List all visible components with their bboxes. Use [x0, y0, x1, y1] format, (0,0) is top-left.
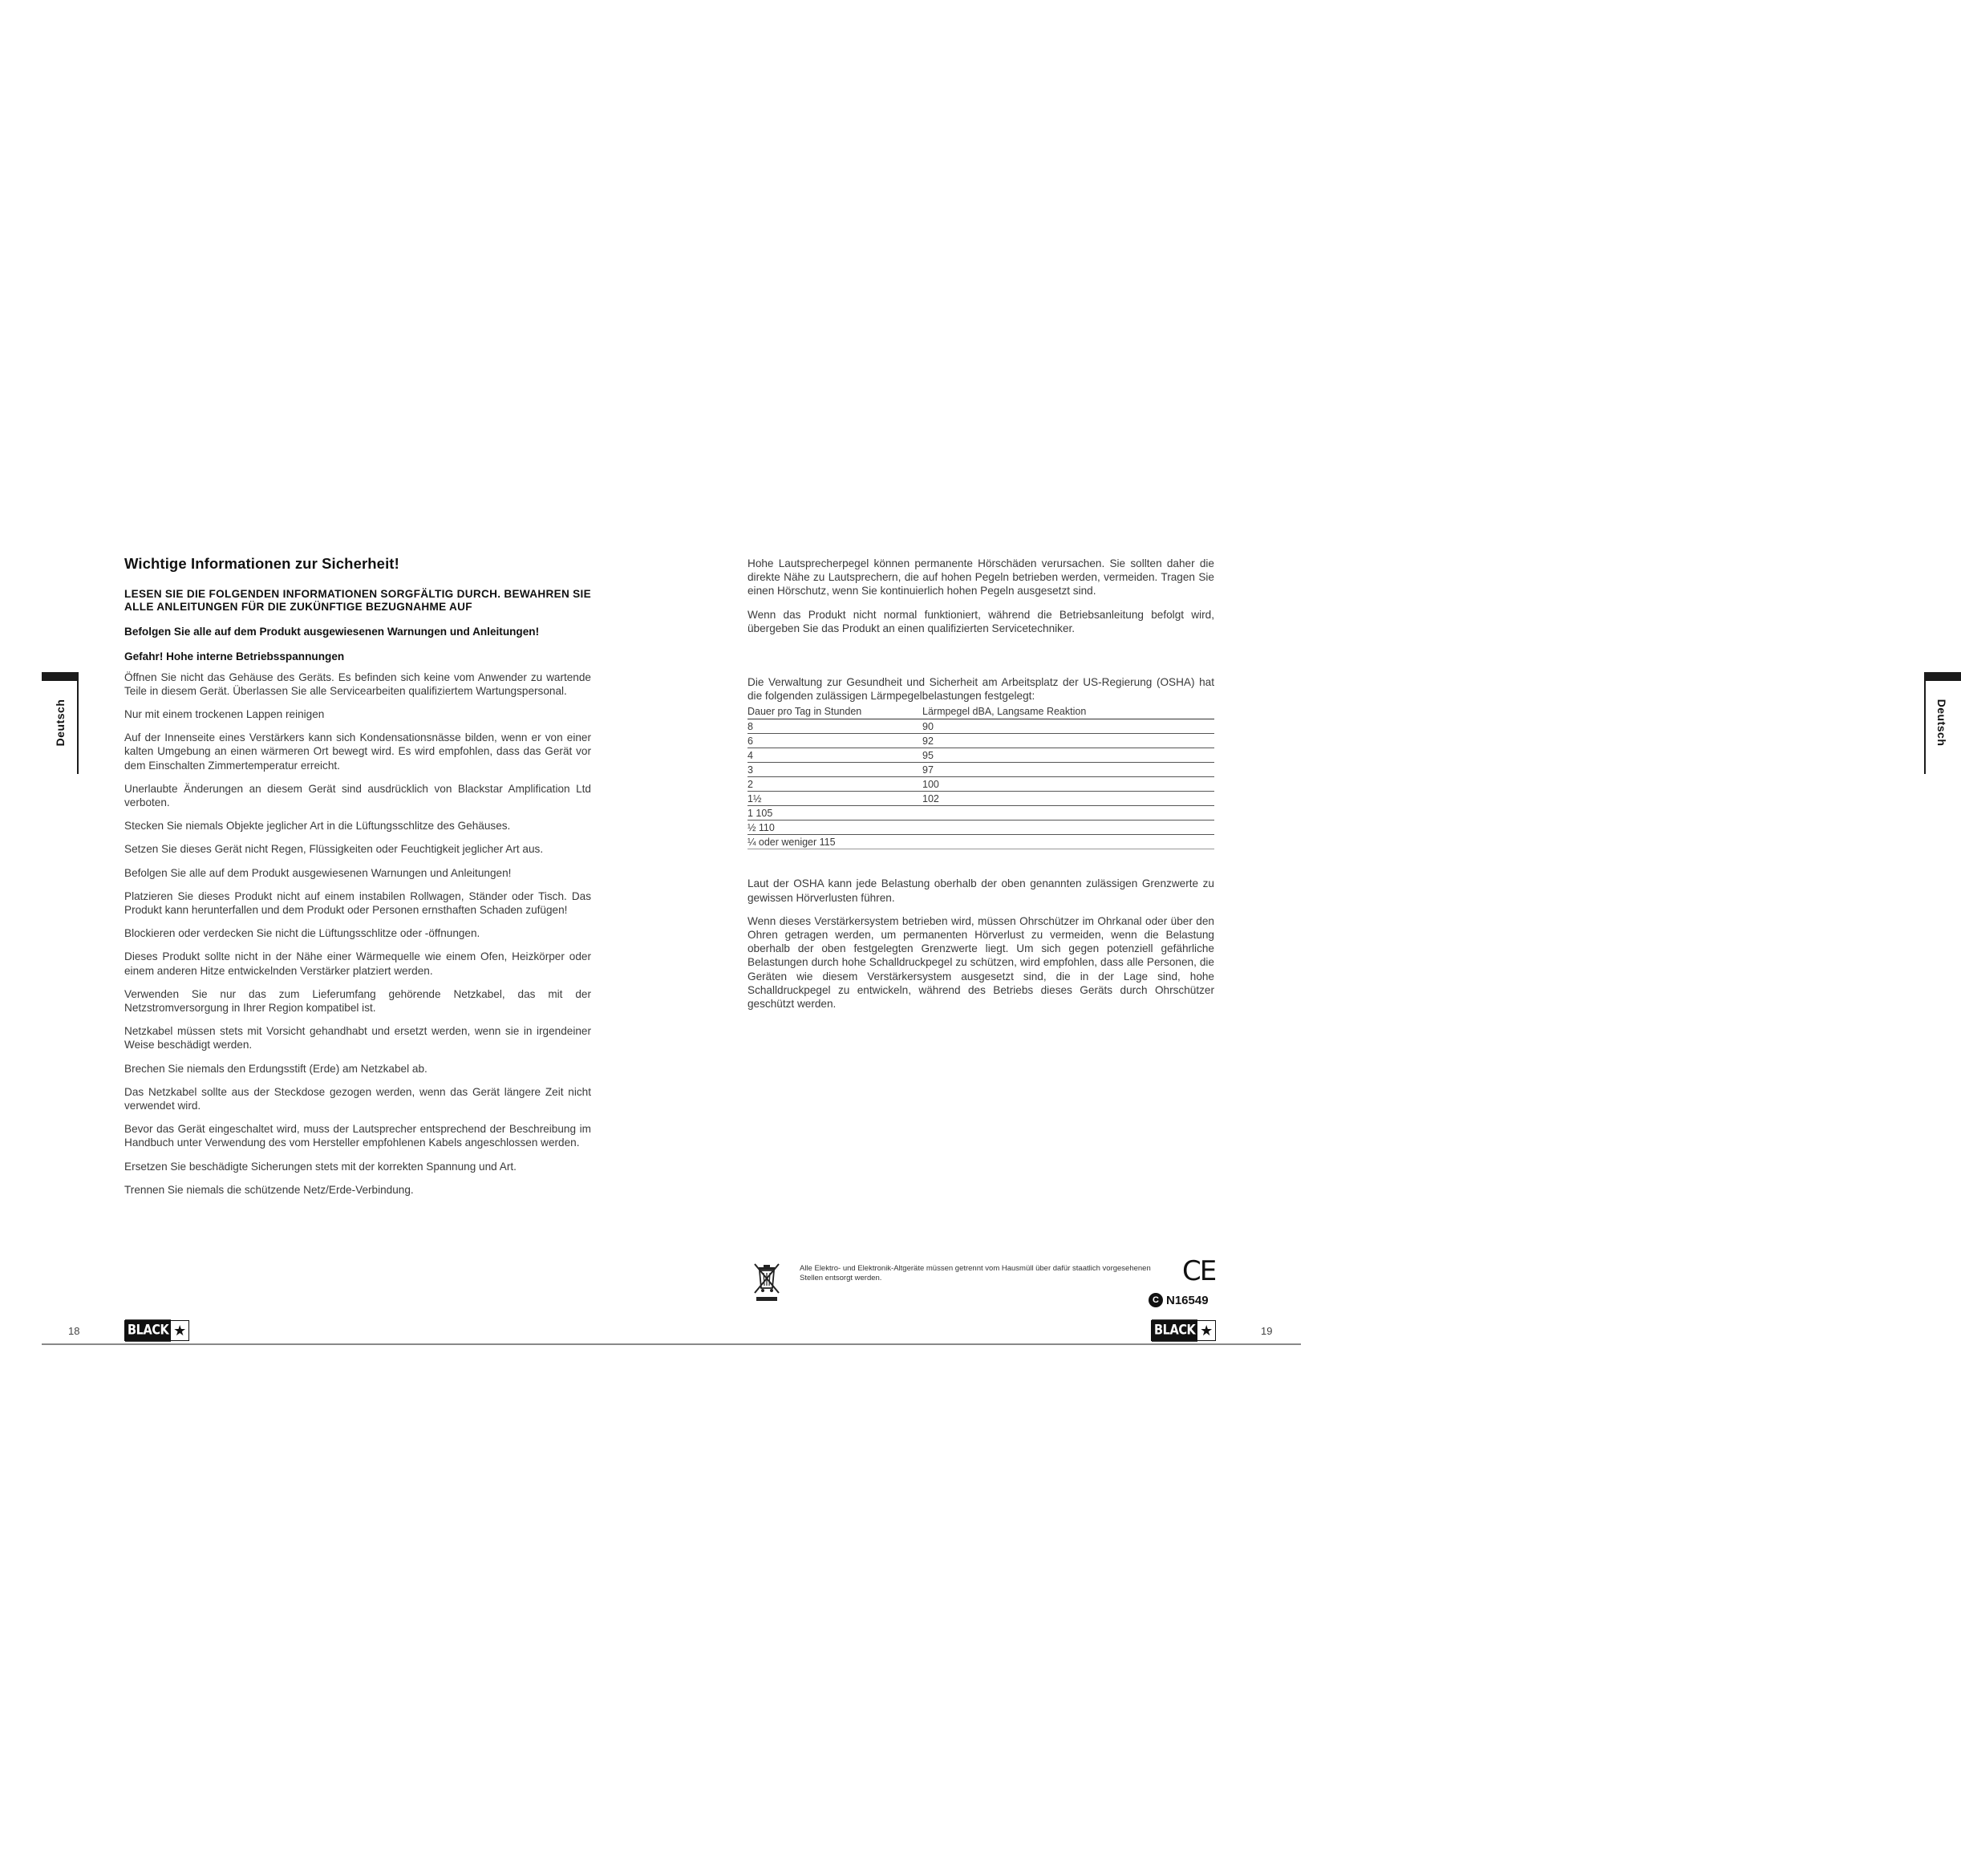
- table-row: [748, 820, 1214, 835]
- warning-notice: Befolgen Sie alle auf dem Produkt ausgewiesenen Warnungen und Anleitungen!: [124, 626, 540, 638]
- table-cell: 90: [922, 719, 1214, 734]
- page-number: 19: [1261, 1325, 1273, 1337]
- table-cell: 1 105: [748, 806, 922, 820]
- paragraph: Bevor das Gerät eingeschaltet wird, muss der Lautsprecher entsprechend der Beschreibung im Handbuch unter Verwendung des vom Hersteller empfohlenen Kabels angeschlossen werden.: [124, 1123, 591, 1149]
- table-cell: 97: [922, 763, 1214, 777]
- paragraph: Setzen Sie dieses Gerät nicht Regen, Flüssigkeiten oder Feuchtigkeit jeglicher Art aus.: [124, 843, 544, 856]
- side-tab-label: Deutsch: [1935, 699, 1948, 747]
- side-tab-left: [42, 672, 79, 774]
- page-title: Wichtige Informationen zur Sicherheit!: [124, 555, 399, 572]
- star-icon: ★: [1200, 1322, 1213, 1339]
- star-icon: ★: [173, 1322, 187, 1339]
- table-cell: [922, 835, 1214, 849]
- logo-word: BLACK: [1152, 1319, 1197, 1342]
- ce-mark: CE: [1182, 1255, 1216, 1287]
- footer-rule: [663, 1343, 1301, 1345]
- paragraph: Nur mit einem trockenen Lappen reinigen: [124, 708, 325, 721]
- blackstar-logo: [124, 1320, 189, 1341]
- paragraph: Das Netzkabel sollte aus der Steckdose gezogen werden, wenn das Gerät längere Zeit nicht verwendet wird.: [124, 1085, 591, 1112]
- side-tab-right: [1924, 672, 1961, 774]
- paragraph: Unerlaubte Änderungen an diesem Gerät sind ausdrücklich von Blackstar Amplification Ltd verboten.: [124, 782, 591, 809]
- paragraph: Befolgen Sie alle auf dem Produkt ausgewiesenen Warnungen und Anleitungen!: [124, 866, 512, 879]
- paragraph: Stecken Sie niemals Objekte jeglicher Art in die Lüftungsschlitze des Gehäuses.: [124, 820, 511, 833]
- blackstar-logo: [1151, 1320, 1216, 1341]
- table-header-duration: Dauer pro Tag in Stunden: [748, 706, 922, 719]
- table-cell: 2: [748, 777, 922, 792]
- paragraph: Auf der Innenseite eines Verstärkers kann sich Kondensationsnässe bilden, wenn er von einer kalten Umgebung an einen wärmeren Ort bewegt wird. Es wird empfohlen, dass das Gerät vor dem Einschalten Zimmertemperatur erreicht.: [124, 731, 591, 772]
- logo-word: BLACK: [125, 1319, 171, 1342]
- paragraph: Brechen Sie niemals den Erdungsstift (Erde) am Netzkabel ab.: [124, 1062, 427, 1075]
- table-cell: 95: [922, 748, 1214, 763]
- table-row: [748, 806, 1214, 820]
- table-row: [748, 734, 1214, 748]
- table-row: [748, 763, 1214, 777]
- osha-noise-table: [748, 706, 1214, 849]
- paragraph: Hohe Lautsprecherpegel können permanente Hörschäden verursachen. Sie sollten daher die direkte Nähe zu Lautsprechern, die auf hohen Pegeln betrieben werden, vermeiden. Tragen Sie einen Hörschutz, wenn Sie kontinuierlich hohen Pegeln ausgesetzt sind.: [748, 557, 1214, 598]
- paragraph: Blockieren oder verdecken Sie nicht die Lüftungsschlitze oder -öffnungen.: [124, 927, 480, 940]
- paragraph: Trennen Sie niemals die schützende Netz/Erde-Verbindung.: [124, 1183, 414, 1196]
- side-tab-bar: [42, 672, 79, 681]
- table-header-level: Lärmpegel dBA, Langsame Reaktion: [922, 706, 1214, 719]
- side-tab-line: [77, 681, 79, 774]
- paragraph: Wenn das Produkt nicht normal funktioniert, während die Betriebsanleitung befolgt wird, übergeben Sie das Produkt an einen qualifizierten Servicetechniker.: [748, 608, 1214, 634]
- table-cell: 1½: [748, 792, 922, 806]
- c-tick-mark: [1149, 1293, 1209, 1307]
- table-cell: 6: [748, 734, 922, 748]
- table-cell: 102: [922, 792, 1214, 806]
- side-tab-bar: [1924, 672, 1961, 681]
- safety-column: [124, 557, 591, 1206]
- caps-notice: LESEN SIE DIE FOLGENDEN INFORMATIONEN SORGFÄLTIG DURCH. BEWAHREN SIE ALLE ANLEITUNGEN FÜR DIE ZUKÜNFTIGE BEZUGNAHME AUF: [124, 588, 591, 614]
- table-row: [748, 748, 1214, 763]
- side-tab-line: [1924, 681, 1926, 774]
- table-cell: 100: [922, 777, 1214, 792]
- paragraph: Platzieren Sie dieses Produkt nicht auf einem instabilen Rollwagen, Ständer oder Tisch. Das Produkt kann herunterfallen und dem Produkt oder Personen ernsthaften Schaden zufügen!: [124, 889, 591, 917]
- paragraph: Netzkabel müssen stets mit Vorsicht gehandhabt und ersetzt werden, wenn sie in irgendeiner Weise beschädigt werden.: [124, 1025, 591, 1051]
- danger-heading: Gefahr! Hohe interne Betriebsspannungen: [124, 650, 345, 663]
- c-tick-number: N16549: [1166, 1293, 1209, 1307]
- paragraph: Die Verwaltung zur Gesundheit und Sicherheit am Arbeitsplatz der US-Regierung (OSHA) hat die folgenden zulässigen Lärmpegelbelastungen festgelegt:: [748, 676, 1214, 703]
- table-cell: 92: [922, 734, 1214, 748]
- side-tab-label: Deutsch: [54, 699, 67, 747]
- table-header-row: [748, 706, 1214, 719]
- paragraph: Wenn dieses Verstärkersystem betrieben wird, müssen Ohrschützer im Ohrkanal oder über den Ohren getragen werden, um permanenten Hörverlust zu vermeiden, wenn die Belastung oberhalb der oben festgelegten Grenzwerte liegt. Um sich gegen potenziell gefährliche Belastungen durch hohe Schalldruckpegel zu schützen, wird empfohlen, dass alle Personen, die Geräten wie diesem Verstärkersystem ausgesetzt sind, die in der Lage sind, hohe Schalldruckpegel zu entwickeln, während des Betriebs dieses Geräts durch Ohrschützer geschützt werden.: [748, 914, 1214, 1011]
- paragraph: Öffnen Sie nicht das Gehäuse des Geräts. Es befinden sich keine vom Anwender zu wartende Teile in diesem Gerät. Überlassen Sie alle Servicearbeiten qualifiziertem Wartungspersonal.: [124, 671, 591, 697]
- weee-bin-icon: [752, 1261, 781, 1303]
- left-page: [0, 0, 663, 1876]
- paragraph: Verwenden Sie nur das zum Lieferumfang gehörende Netzkabel, das mit der Netzstromversorgung in Ihrer Region kompatibel ist.: [124, 987, 591, 1015]
- table-row: [748, 777, 1214, 792]
- paragraph: Dieses Produkt sollte nicht in der Nähe einer Wärmequelle wie einem Ofen, Heizkörper oder einem anderen Hitze entwickelnden Verstärker platziert werden.: [124, 950, 591, 977]
- hearing-column: [748, 557, 1214, 1020]
- table-cell: [922, 820, 1214, 835]
- table-cell: 3: [748, 763, 922, 777]
- table-row: [748, 719, 1214, 734]
- table-cell: ¼ oder weniger 115: [748, 835, 922, 849]
- c-tick-icon: C: [1149, 1293, 1163, 1307]
- table-row: [748, 792, 1214, 806]
- table-cell: [922, 806, 1214, 820]
- table-cell: 4: [748, 748, 922, 763]
- paragraph: Ersetzen Sie beschädigte Sicherungen stets mit der korrekten Spannung und Art.: [124, 1160, 517, 1173]
- weee-disposal-text: Alle Elektro- und Elektronik-Altgeräte müssen getrennt vom Hausmüll über dafür staatlich vorgesehenen Stellen entsorgt werden.: [800, 1264, 1151, 1282]
- table-cell: 8: [748, 719, 922, 734]
- table-cell: ½ 110: [748, 820, 922, 835]
- paragraph: Laut der OSHA kann jede Belastung oberhalb der oben genannten zulässigen Grenzwerte zu gewissen Hörverlusten führen.: [748, 877, 1214, 904]
- footer-rule: [42, 1343, 663, 1345]
- table-row: [748, 835, 1214, 849]
- page-number: 18: [68, 1325, 80, 1337]
- right-page: [663, 0, 1948, 1876]
